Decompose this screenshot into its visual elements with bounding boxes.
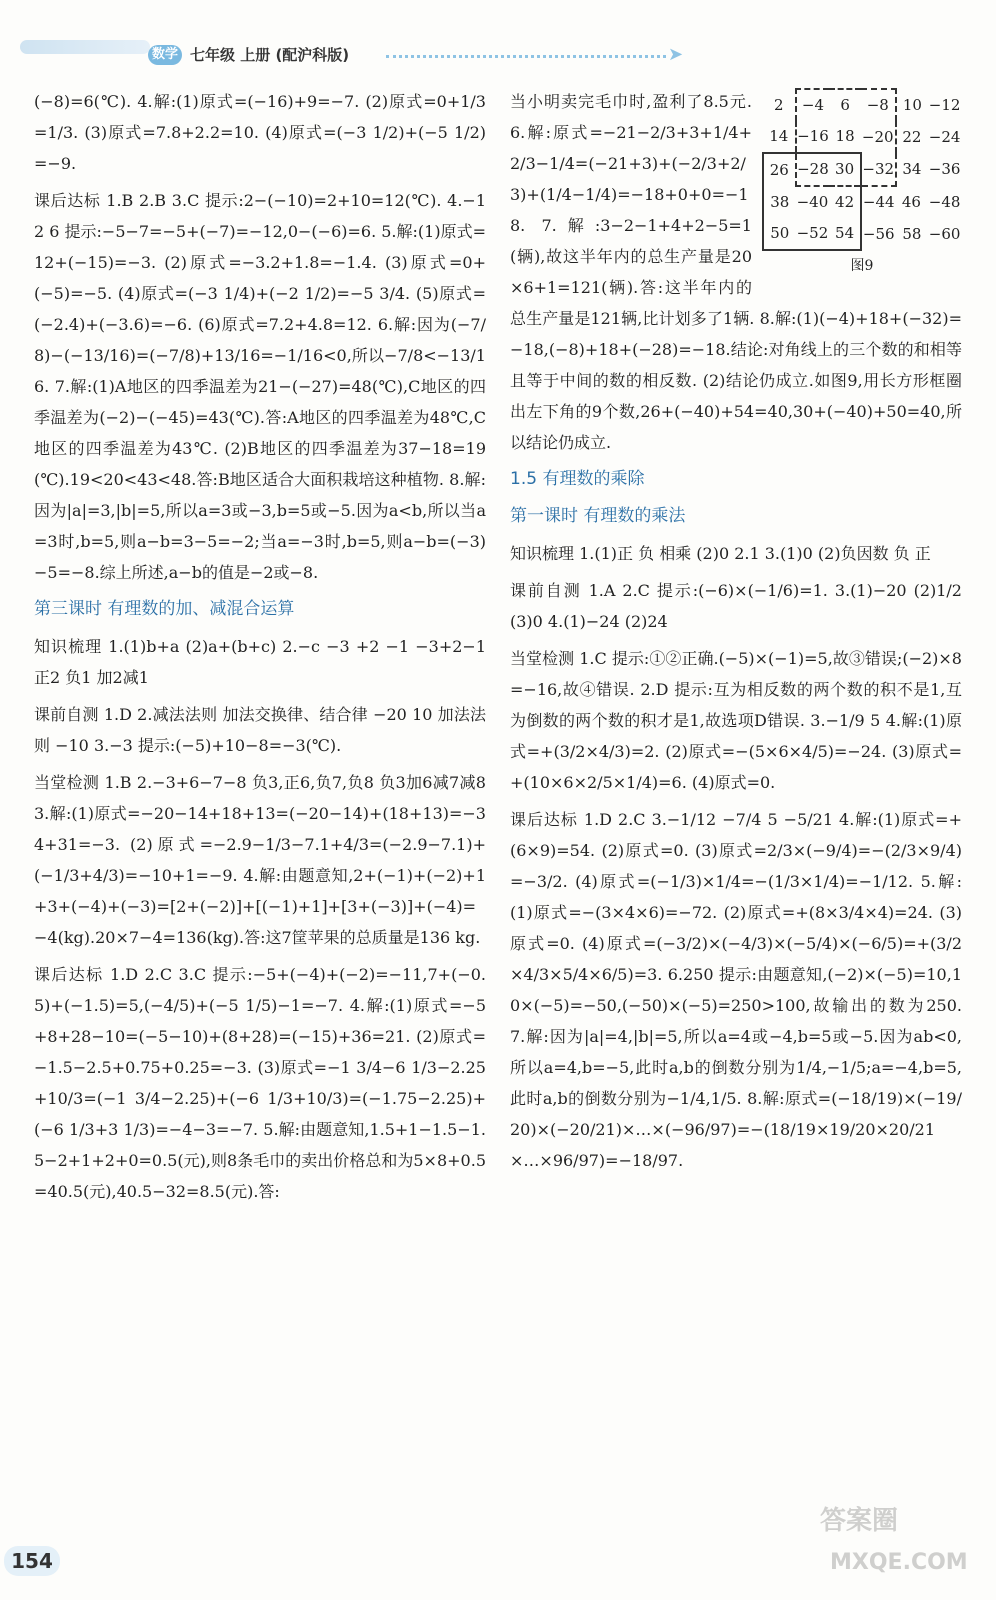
answer-paragraph: 课后达标 1.D 2.C 3.−1/12 −7/4 5 −5/21 4.解:(1)原式=+(6×9)=54. (2)原式=0. (3)原式=2/3×(−9/4)=−(2/3×9/4)=−3/2. (4)原式=(−1/3)×1/4=−(1/3×1/4)=−1/12. 5.解:(1)原式=−(3×4×6)=−72. (2)原式=+(8×3/4×4)=24. (3)原式=0. (4)原式=(−3/2)×(−4/3)×(−5/4)×(−6/5)=+(3/2×4/3×5/4×6/5)=3. 6.250 提示:由题意知,(−2)×(−5)=10,10×(−5)=−50,(−50)×(−5)=250>100,故输出的数为250. 7.解:因为|a|=4,|b|=5,所以a=4或−4,b=5或−5.因为ab<0,所以a=4,b=−5,此时a,b的倒数分别为1/4,−1/5;a=−4,b=5,此时a,b的倒数分别为−1/4,1/5. 8.解:原式=(−18/19)×(−19/20)×(−20/21)×…×(−96/97)=−(18/19×19/20×20/21×…×96/97)=−18/97. [510, 810, 962, 1170]
grid-cell: 26 [763, 153, 796, 186]
arrow-icon: ➤ [668, 44, 684, 65]
grid-cell: −52 [796, 218, 830, 250]
subject-badge: 数学 [148, 45, 182, 65]
grid-cell: 6 [829, 89, 861, 121]
grid-row [763, 121, 961, 153]
grid-row [763, 153, 961, 186]
answer-paragraph: 当小明卖完毛巾时,盈利了8.5元. 6.解:原式=−21−2/3+3+1/4+2/3−1/4=(−21+3)+(−2/3+2/3)+(1/4−1/4)=−18+0+0=−18. 7.解:3−2−1+4+2−5=1(辆),故这半年内的总生产量是20×6+1=121(辆).答:这半年内的总生产量是121辆,比计划多了1辆. 8.解:(1)(−4)+18+(−32)=−18,(−8)+18+(−28)=−18.结论:对角线上的三个数的和相等且等于中间的数的相反数. (2)结论仍成立.如图9,用长方形框圈出左下角的9个数,26+(−40)+54=40,30+(−40)+50=40,所以结论仍成立. [510, 92, 962, 452]
grid-row [763, 218, 961, 250]
lesson-heading: 第一课时 有理数的乘法 [510, 506, 686, 526]
figure-caption: 图9 [850, 258, 874, 274]
grid-cell: −36 [928, 160, 961, 178]
book-title: 七年级 上册 (配沪科版) [190, 46, 350, 64]
number-grid [762, 88, 962, 251]
watermark-domain: MXQE.COM [830, 1550, 968, 1575]
grid-cell: 38 [763, 186, 796, 218]
grid-cell: −28 [796, 153, 830, 186]
grid-cell: −56 [862, 224, 895, 243]
grid-cell: 50 [763, 218, 796, 250]
page-number: 154 [4, 1546, 60, 1576]
grid-cell: −40 [796, 193, 829, 211]
watermark-logo: 答案圈 [820, 1506, 899, 1536]
answer-paragraph: 知识梳理 1.(1)正 负 相乘 (2)0 2.1 3.(1)0 (2)负因数 负 正 [510, 544, 931, 563]
grid-cell: −60 [928, 224, 961, 243]
grid-cell: 54 [829, 218, 861, 250]
grid-row [763, 89, 961, 121]
grid-cell: −20 [861, 121, 896, 153]
grid-row [763, 186, 961, 218]
answer-paragraph: 课前自测 1.A 2.C 提示:(−6)×(−1/6)=1. 3.(1)−20 (2)1/2 (3)0 4.(1)−24 (2)24 [510, 581, 962, 631]
answer-paragraph: 课后达标 1.B 2.B 3.C 提示:2−(−10)=2+10=12(℃). 4.−12 6 提示:−5−7=−5+(−7)=−12,0−(−6)=6. 5.解:(1)原式=12+(−15)=−3. (2)原式=−3.2+1.8=−1.4. (3)原式=0+(−5)=−5. (4)原式=(−3 1/4)+(−2 1/2)=−5 3/4. (5)原式=(−2.4)+(−3.6)=−6. (6)原式=7.2+4.8=12. 6.解:因为(−7/8)−(−13/16)=(−7/8)+13/16=−1/16<0,所以−7/8<−13/16. 7.解:(1)A地区的四季温差为21−(−27)=48(℃),C地区的四季温差为(−2)−(−45)=43(℃).答:A地区的四季温差为48℃,C地区的四季温差为43℃. (2)B地区的四季温差为37−18=19(℃).19<20<43<48.答:B地区适合大面积栽培这种植物. 8.解:因为|a|=3,|b|=5,所以a=3或−3,b=5或−5.因为a<b,所以当a=3时,b=5,则a−b=3−5=−2;当a=−3时,b=5,则a−b=(−3)−5=−8.综上所述,a−b的值是−2或−8. [34, 191, 486, 582]
grid-cell: 10 [902, 95, 922, 114]
grid-cell: 22 [902, 127, 922, 146]
answer-paragraph: 课后达标 1.D 2.C 3.C 提示:−5+(−4)+(−2)=−11,7+(−0.5)+(−1.5)=5,(−4/5)+(−5 1/5)−1=−7. 4.解:(1)原式=−5+8+28−10=(−5−10)+(8+28)=(−15)+36=21. (2)原式=−1.5−2.5+0.75+0.25=−3. (3)原式=−1 3/4−6 1/3−2.25+10/3=(−1 3/4−2.25)+(−6 1/3+10/3)=(−1.75−2.25)+(−6 1/3+3 1/3)=−4−3=−7. 5.解:由题意知,1.5+1−1.5−1.5−2+1+2+0=0.5(元),则8条毛巾的卖出价格总和为5×8+0.5=40.5(元),40.5−32=8.5(元).答: [34, 965, 486, 1201]
grid-cell: −16 [796, 121, 830, 153]
answer-paragraph: 当堂检测 1.C 提示:①②正确.(−5)×(−1)=5,故③错误;(−2)×8=−16,故④错误. 2.D 提示:互为相反数的两个数的积不是1,互为倒数的两个数的积才是1,故选项D错误. 3.−1/9 5 4.解:(1)原式=+(3/2×4/3)=2. (2)原式=−(5×6×4/5)=−24. (3)原式=+(10×6×2/5×1/4)=6. (4)原式=0. [510, 649, 962, 792]
grid-cell: −44 [862, 193, 895, 211]
grid-cell: 46 [901, 192, 921, 211]
grid-cell: −24 [928, 127, 961, 146]
answer-paragraph: (−8)=6(℃). 4.解:(1)原式=(−16)+9=−7. (2)原式=0+1/3=1/3. (3)原式=7.8+2.2=10. (4)原式=(−3 1/2)+(−5 1/2)=−9. [34, 92, 486, 173]
grid-cell: 14 [769, 127, 789, 145]
right-column [510, 86, 962, 1182]
page-header [0, 0, 996, 80]
grid-cell: −32 [861, 153, 896, 186]
section-heading: 1.5 有理数的乘除 [510, 469, 645, 489]
header-dotted-line [386, 55, 666, 58]
grid-cell: 2 [774, 95, 784, 114]
grid-cell: −4 [796, 89, 830, 121]
lesson-heading: 第三课时 有理数的加、减混合运算 [34, 599, 295, 619]
grid-cell: −8 [861, 89, 896, 121]
answer-paragraph: 当堂检测 1.B 2.−3+6−7−8 负3,正6,负7,负8 负3加6减7减8 3.解:(1)原式=−20−14+18+13=(−20−14)+(18+13)=−34+31=−3. (2)原式=−2.9−1/3−7.1+4/3=(−2.9−7.1)+(−1/3+4/3)=−10+1=−9. 4.解:由题意知,2+(−1)+(−2)+1+3+(−4)+(−3)=[2+(−2)]+[(−1)+1]+[3+(−3)]+(−4)=−4(kg).20×7−4=136(kg).答:这7筐苹果的总质量是136 kg. [34, 773, 486, 947]
grid-cell: 42 [829, 186, 861, 218]
answer-paragraph: 课前自测 1.D 2.减法法则 加法交换律、结合律 −20 10 加法法则 −10 3.−3 提示:(−5)+10−8=−3(℃). [34, 705, 486, 755]
figure-9 [762, 88, 962, 282]
grid-cell: 30 [829, 153, 861, 186]
left-column [34, 86, 486, 1213]
grid-cell: 18 [835, 127, 855, 145]
grid-cell: −12 [928, 95, 961, 114]
grid-cell: −48 [928, 192, 961, 211]
grid-cell: 58 [902, 224, 922, 243]
grid-cell: 34 [902, 160, 922, 178]
header-decoration [20, 40, 150, 54]
answer-paragraph: 知识梳理 1.(1)b+a (2)a+(b+c) 2.−c −3 +2 −1 −3+2−1 正2 负1 加2减1 [34, 637, 486, 687]
